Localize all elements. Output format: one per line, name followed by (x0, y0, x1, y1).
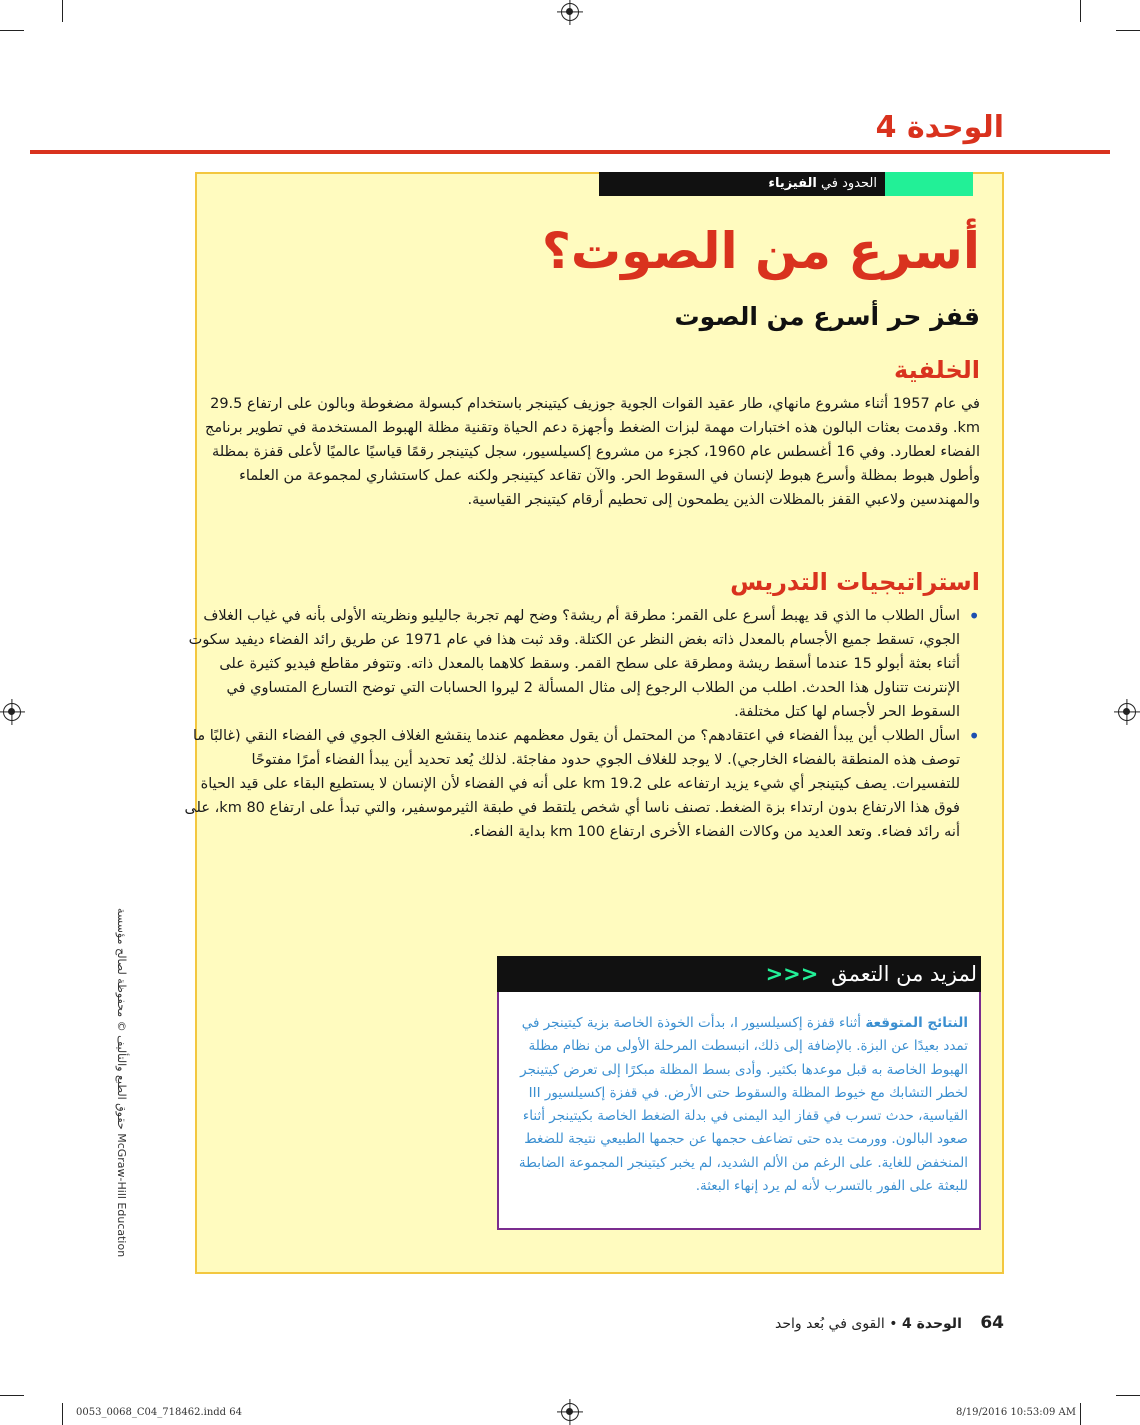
crop-mark (62, 1403, 63, 1425)
registration-mark-icon (1118, 703, 1136, 721)
crop-mark (0, 1395, 24, 1396)
strategies-list (180, 604, 980, 844)
background-heading: الخلفية (894, 356, 980, 384)
copyright-text: حقوق الطبع والتأليف © محفوظة لصالح مؤسسة McGraw-Hill Education (115, 908, 128, 1258)
background-paragraph: في عام 1957 أثناء مشروع مانهاي، طار عقيد القوات الجوية جوزيف كيتينجر باستخدام كبسولة مضغوطة وبالون على ارتفاع 29.5 km. وقدمت بعثات البالون هذه اختبارات مهمة لبزات الضغط وأجهزة دعم الحياة وتقنية مظلة الهبوط المستخدمة في تطوير برنامج الفضاء لعطارد. وفي 16 أغسطس عام 1960، كجزء من مشروع إكسيلسيور، سجل كيتينجر رقمًا قياسيًا عالميًا لأعلى قفزة بمظلة وأطول هبوط بمظلة وأسرع هبوط لإنسان في السقوط الحر. والآن تقاعد كيتينجر ولكنه عمل كاستشاري لمجموعة من العلماء والمهندسين ولاعبي القفز بالمظلات الذين يطمحون إلى تحطيم أرقام كيتينجر القياسية. (205, 396, 980, 508)
header-rule (30, 150, 1110, 154)
page-title: أسرع من الصوت؟ (541, 222, 980, 280)
print-timestamp: 8/19/2016 10:53:09 AM (955, 1407, 1076, 1418)
arrows-icon: <<< (765, 962, 819, 986)
registration-mark-icon (561, 3, 579, 21)
feature-label-prefix: الحدود في (820, 176, 877, 191)
page-number: 64 (980, 1313, 1004, 1333)
extension-box-title-text: لمزيد من التعمق (831, 962, 977, 986)
list-item: • اسأل الطلاب ما الذي قد يهبط أسرع على القمر: مطرقة أم ريشة؟ وضح لهم تجربة جاليليو ونظريته الأولى بأنه في غياب الغلاف الجوي، تسقط جميع الأجسام بالمعدل ذاته بغض النظر عن الكتلة. وقد ثبت هذا في عام 1971 عن طريق رائد الفضاء ديفيد سكوت أثناء بعثة أبولو 15 عندما أسقط ريشة ومطرقة على سطح القمر. وسقط كلاهما بالمعدل ذاته. وتتوفر مقاطع فيديو كثيرة على الإنترنت تتناول هذا الحدث. اطلب من الطلاب الرجوع إلى مثال المسألة 2 ليروا الحسابات التي توضح التسارع المتساوي في السقوط الحر لأجسام لها كتل مختلفة. (180, 604, 980, 724)
crop-mark (1116, 30, 1140, 31)
registration-mark-icon (3, 703, 21, 721)
crop-mark (1116, 1395, 1140, 1396)
extension-box-lead: النتائج المتوقعة (865, 1015, 968, 1031)
strategies-heading: استراتيجيات التدريس (730, 568, 980, 596)
footer-chapter-title: القوى في بُعد واحد (775, 1316, 885, 1332)
page-subtitle: قفز حر أسرع من الصوت (674, 302, 980, 331)
footer-separator: • (889, 1316, 898, 1332)
extension-box-body (516, 1012, 968, 1198)
feature-label-main: الفيزياء (768, 176, 817, 191)
crop-mark (62, 0, 63, 22)
extension-box-title (766, 956, 977, 992)
unit-title: الوحدة 4 (875, 110, 1004, 145)
list-item: • اسأل الطلاب أين يبدأ الفضاء في اعتقادهم؟ من المحتمل أن يقول معظمهم عندما ينقشع الغلاف الجوي في الفضاء النقي (غالبًا ما توصف هذه المنطقة بالفضاء الخارجي). لا يوجد للغلاف الجوي حدود مفاجئة. لذلك يُعد تحديد أين يبدأ الفضاء أمرًا مفتوحًا للتفسيرات. يصف كيتينجر أي شيء يزيد ارتفاعه على 19.2 km على أنه في الفضاء لأن الإنسان لا يستطيع البقاء على قيد الحياة فوق هذا الارتفاع بدون ارتداء بزة الضغط. تصنف ناسا أي شخص يلتقط في طبقة الثيرموسفير، والتي تبدأ على ارتفاع 80 km، على أنه رائد فضاء. وتعد العديد من وكالات الفضاء الأخرى ارتفاع 100 km بداية الفضاء. (180, 724, 980, 844)
print-slug: 0053_0068_C04_718462.indd 64 (76, 1407, 242, 1418)
crop-mark (1080, 0, 1081, 22)
copyright-vertical (112, 908, 130, 1258)
feature-label (768, 172, 885, 196)
footer-unit: الوحدة 4 (901, 1316, 962, 1332)
feature-label-accent (885, 172, 973, 196)
page-footer (775, 1313, 1004, 1333)
crop-mark (0, 30, 24, 31)
extension-box-text: أثناء قفزة إكسيلسيور I، بدأت الخوذة الخاصة بزية كيتينجر في تمدد بعيدًا عن البزة. بالإضافة إلى ذلك، انبسطت المرحلة الأولى من نظام مظلة الهبوط الخاصة به قبل موعدها بكثير. وأدى بسط المظلة مبكرًا إلى تعرض كيتينجر لخطر التشابك مع خيوط المظلة والسقوط حتى الأرض. في قفزة إكسيلسيور III القياسية، حدث تسرب في قفاز اليد اليمنى في بدلة الضغط الخاصة بكيتينجر أثناء صعود البالون. وورمت يده حتى تضاعف حجمها عن حجمها الطبيعي نتيجة للضغط المنخفض للغاية. على الرغم من الألم الشديد، لم يخبر كيتينجر المجموعة الضابطة للبعثة على الفور بالتسرب لأنه لم يرد إنهاء البعثة. (518, 1015, 968, 1195)
crop-mark (1080, 1403, 1081, 1425)
registration-mark-icon (561, 1403, 579, 1421)
